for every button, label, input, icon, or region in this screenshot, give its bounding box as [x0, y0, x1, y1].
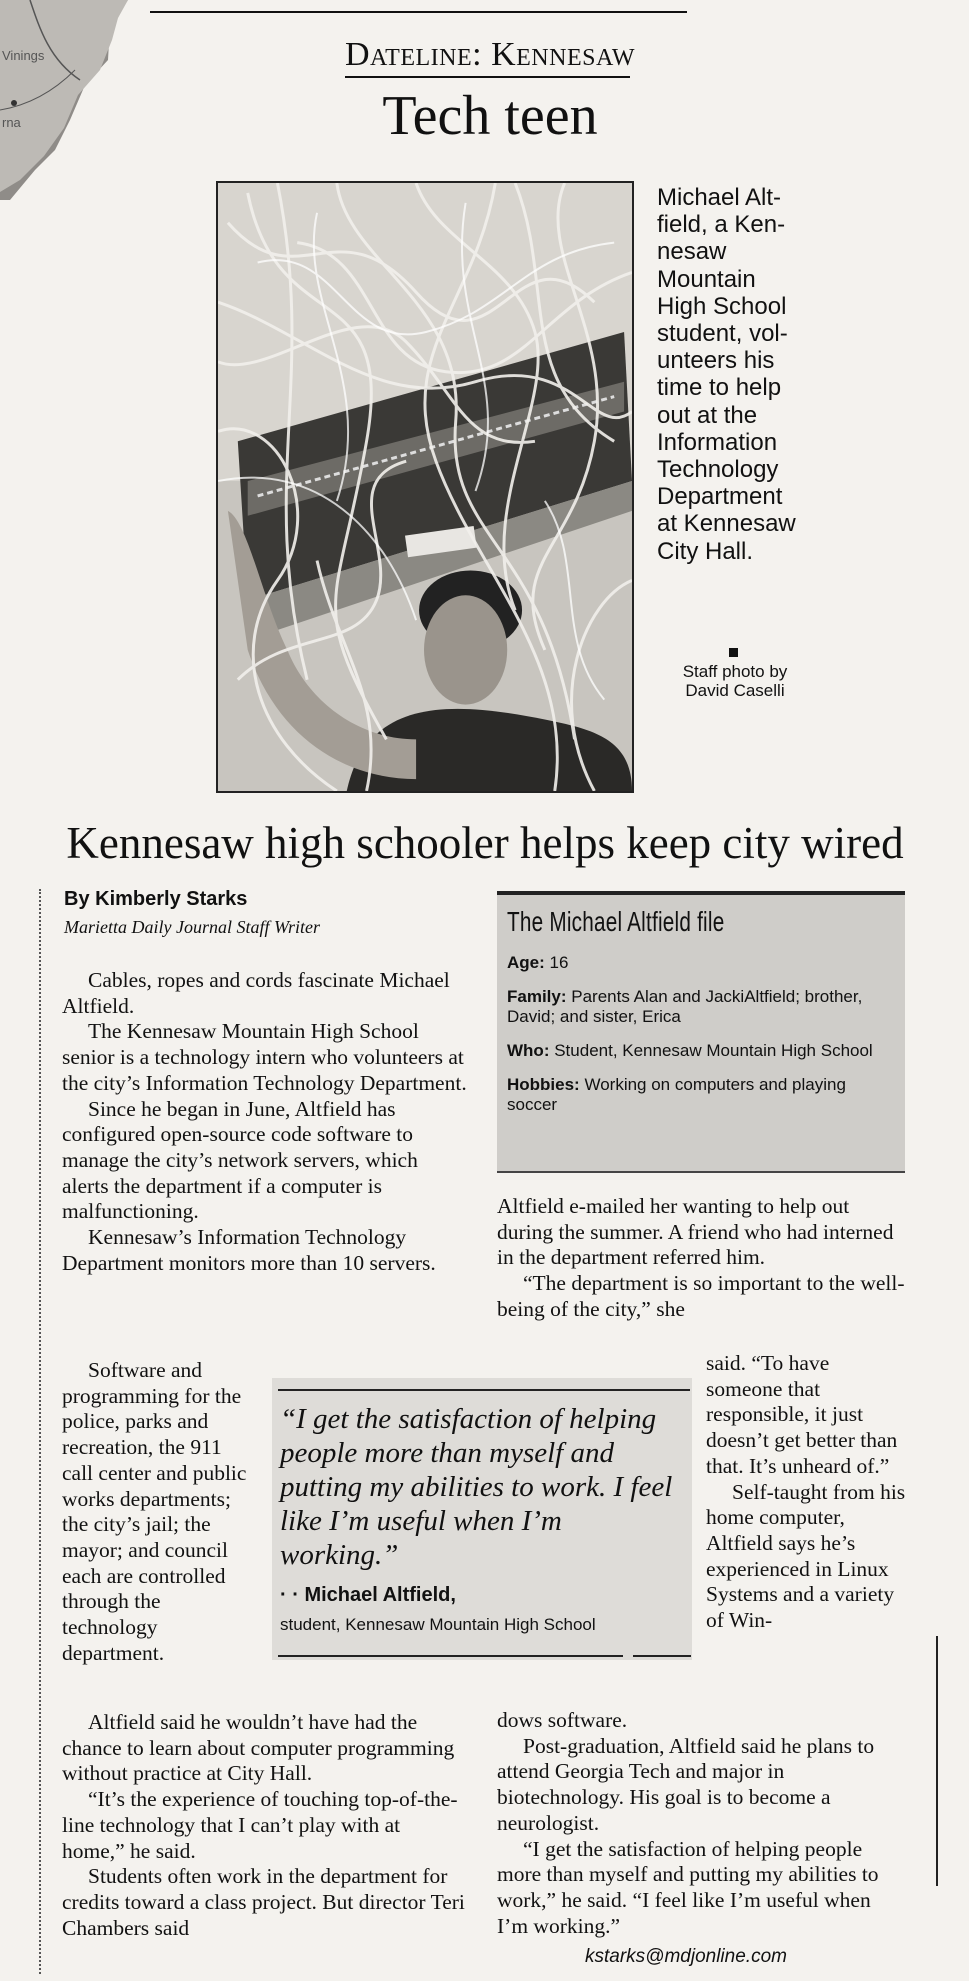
fact-row-who	[507, 1041, 895, 1061]
photo-credit-line1: Staff photo by	[682, 662, 788, 681]
fact-label: Family:	[507, 987, 567, 1006]
kicker-title: Tech teen	[382, 85, 598, 147]
pullquote-attribution: · · Michael Altfield,	[280, 1584, 456, 1606]
pullquote-rule	[633, 1655, 691, 1657]
paragraph: Post-graduation, Altfield said he plans to attend Georgia Tech and major in biotechnology. His goal is to become a neurologist.	[497, 1733, 875, 1835]
map-label-rna: rna	[2, 115, 21, 130]
top-rule	[150, 11, 687, 13]
fact-box-title: The Michael Altfield file	[507, 906, 725, 937]
credit-marker	[729, 648, 738, 657]
paragraph: Self-taught from his home computer, Altfield says he’s experienced in Linux Systems and a variety of Win-	[706, 1479, 906, 1633]
story-column-2-wrap	[706, 1351, 911, 1634]
fact-label: Hobbies:	[507, 1075, 580, 1094]
fact-value: 16	[549, 953, 569, 972]
story-column-2-bottom	[497, 1708, 907, 1939]
pullquote-rule	[278, 1655, 623, 1657]
paragraph: Altfield e-mailed her wanting to help out during the summer. A friend who had interned in the department referred him.	[497, 1194, 894, 1270]
paragraph: Students often work in the department for credits toward a class project. But director Teri Chambers said	[62, 1864, 465, 1940]
paragraph: “The department is so important to the well-being of the city,” she	[497, 1271, 905, 1321]
paragraph: Cables, ropes and cords fascinate Michael Altfield.	[62, 968, 450, 1018]
fact-value: Parents Alan and JackiAltfield; brother, David; and sister, Erica	[507, 987, 863, 1026]
map-label-vinings: Vinings	[2, 48, 45, 63]
paragraph: The Kennesaw Mountain High School senior is a technology intern who volunteers at the city’s Information Technology Department.	[62, 1019, 467, 1095]
reporter-email: kstarks@mdjonline.com	[585, 1946, 787, 1967]
paragraph: Kennesaw’s Information Technology Department monitors more than 10 servers.	[62, 1225, 436, 1275]
byline-affiliation: Marietta Daily Journal Staff Writer	[64, 917, 320, 937]
fact-label: Age:	[507, 953, 545, 972]
paragraph: Altfield said he wouldn’t have had the chance to learn about computer programming without practice at City Hall.	[62, 1710, 455, 1786]
locator-map	[0, 0, 130, 200]
fact-value: Working on computers and playing soccer	[507, 1075, 846, 1114]
photo-credit	[662, 662, 808, 700]
paragraph: Software and programming for the police, parks and recreation, the 911 call center and public works departments; the city’s jail; the mayor; and council each are controlled through the technology department.	[62, 1358, 247, 1665]
story-column-1-wrap	[62, 1358, 252, 1666]
column-rule	[39, 889, 41, 1974]
byline: By Kimberly Starks	[64, 888, 248, 910]
paragraph: “I get the satisfaction of helping people more than myself and putting my abilities to work,” he said. “I feel like I’m useful when I’m working.”	[497, 1836, 879, 1938]
fact-row-hobbies	[507, 1075, 895, 1115]
fact-row-family	[507, 987, 895, 1027]
dateline-rule	[345, 76, 630, 78]
pullquote-text: “I get the satisfaction of helping people more than myself and putting my abilities to work. I feel like I’m useful when I’m working.”	[280, 1403, 673, 1571]
pullquote-attribution-name: Michael Altfield,	[304, 1584, 456, 1606]
column-rule	[936, 1636, 938, 1886]
paragraph: said. “To have someone that responsible, it just doesn’t get better than that. It’s unheard of.”	[706, 1351, 898, 1478]
photo	[216, 181, 634, 793]
story-column-1-bottom	[62, 1710, 467, 1941]
fact-box	[497, 891, 905, 1173]
fact-value: Student, Kennesaw Mountain High School	[554, 1041, 873, 1060]
paragraph: Since he began in June, Altfield has configured open-source code software to manage the city’s network servers, which alerts the department if a computer is malfunctioning.	[62, 1096, 418, 1224]
story-headline: Kennesaw high schooler helps keep city wired	[66, 818, 904, 868]
pullquote-rule	[278, 1389, 690, 1391]
story-column-1	[62, 968, 467, 1276]
dateline: Dateline: Kennesaw	[344, 36, 636, 73]
photo-cutline: Michael Alt-field, a Ken-nesaw Mountain High School student, vol-unteers his time to help out at the Information Technology Department at Kennesaw City Hall.	[657, 184, 796, 565]
paragraph: “It’s the experience of touching top-of-the-line technology that I can’t play with at home,” he said.	[62, 1787, 458, 1863]
fact-row-age	[507, 953, 895, 973]
photo-credit-line2: David Caselli	[685, 681, 785, 700]
paragraph: dows software.	[497, 1708, 628, 1732]
pullquote-attribution-title: student, Kennesaw Mountain High School	[280, 1615, 596, 1634]
fact-label: Who:	[507, 1041, 550, 1060]
story-column-2	[497, 1194, 907, 1323]
